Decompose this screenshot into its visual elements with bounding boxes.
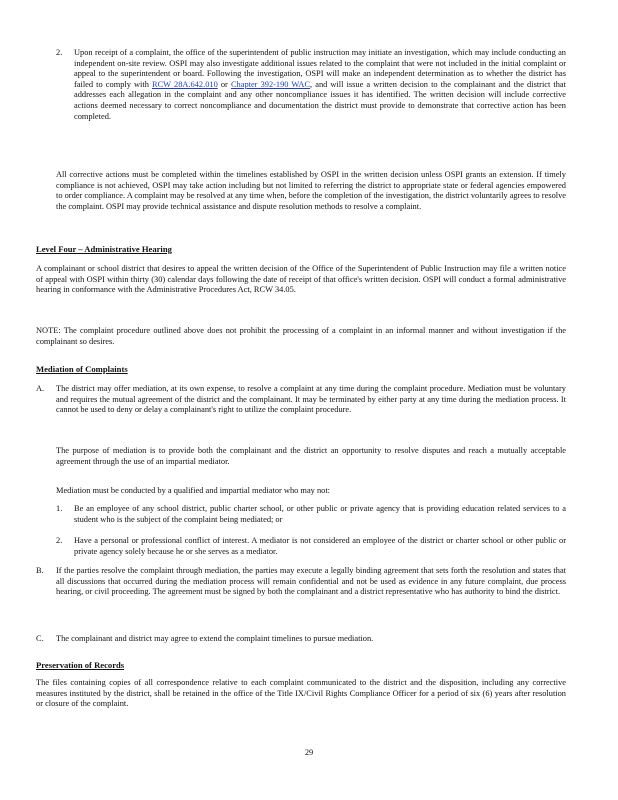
corrective-actions-paragraph: All corrective actions must be completed within the timelines established by OSPI in the written decision unless OSPI grants an extension. If timely compliance is not achieved, OSPI may take action including but not limited to referring the district to appropriate state or federal agencies empowered to order compliance. A complaint may be resolved at any time when, before the completion of the investigation, the district voluntarily agrees to resolve the complaint. OSPI may provide technical assistance and dispute resolution methods to resolve a complaint.: [56, 170, 566, 211]
note-paragraph: NOTE: The complaint procedure outlined above does not prohibit the processing of a complaint in an informal manner and without investigation if the complainant so desires.: [36, 326, 566, 346]
level-four-paragraph: A complainant or school district that desires to appeal the written decision of the Office of the Superintendent of Public Instruction may file a written notice of appeal with OSPI within thirty (30) calendar days following the date of receipt of that office's written decision. OSPI will conduct a formal administrative hearing in conformance with the Administrative Procedures Act, RCW 34.05.: [36, 264, 566, 295]
records-heading: Preservation of Records: [36, 660, 125, 670]
item-2-paragraph: [74, 48, 566, 122]
records-paragraph: The files containing copies of all correspondence relative to each complaint communicated to the district and the disposition, including any corrective measures instituted by the district, shall be retained in the office of the Title IX/Civil Rights Compliance Officer for a period of six (6) years after resolution or closure of the complaint.: [36, 678, 566, 709]
mediator-criteria-2-text: Have a personal or professional conflict of interest. A mediator is not considered an employee of the district or charter school or other public or private agency solely because he or she serves as a mediator.: [74, 536, 566, 556]
mediation-heading: Mediation of Complaints: [36, 364, 128, 374]
item-2-text-b: or: [217, 79, 231, 89]
mediation-a-marker: A.: [36, 384, 45, 393]
item-2-text-c: , and will issue a written decision to the complainant and the district that addresses each allegation in the complaint and any other noncompliance issues it has identified. The written decision will include corrective actions deemed necessary to correct noncompliance and documentation the district must provide to demonstrate that corrective action has been completed.: [74, 79, 566, 121]
mediation-conducted-paragraph: Mediation must be conducted by a qualified and impartial mediator who may not:: [56, 486, 330, 495]
mediator-criteria-1-text: Be an employee of any school district, public charter school, or other public or private agency that is providing education related services to a student who is the subject of the complaint being mediated; or: [74, 504, 566, 524]
mediation-b-paragraph: If the parties resolve the complaint through mediation, the parties may execute a legally binding agreement that sets forth the resolution and states that all discussions that occurred during the mediation process will remain confidential and not be used as evidence in any future complaint, due process hearing, or civil proceeding. The agreement must be signed by both the complainant and a district representative who has authority to bind the district.: [56, 566, 566, 597]
item-2-text-a: Upon receipt of a complaint, the office of the superintendent of public instruction may initiate an investigation, which may include conducting an independent on-site review. OSPI may also investigate additional issues related to the complaint that were not included in the initial complaint or appeal to the superintendent or board. Following the investigation, OSPI will make an independent determination as to whether the district has failed to comply with: [74, 48, 566, 89]
mediation-c-paragraph: The complainant and district may agree to extend the complaint timelines to pursue mediation.: [56, 634, 374, 643]
mediator-criteria-2-marker: 2.: [56, 536, 63, 545]
chapter-392-190-wac-link[interactable]: Chapter 392-190 WAC: [230, 79, 311, 89]
mediation-c-marker: C.: [36, 634, 44, 643]
page-number: 29: [304, 748, 314, 757]
level-four-heading: Level Four – Administrative Hearing: [36, 244, 172, 254]
mediator-criteria-1-marker: 1.: [56, 504, 63, 513]
item-2-marker: 2.: [56, 48, 63, 57]
rcw-28a-642-010-link[interactable]: RCW 28A.642.010: [152, 79, 218, 89]
mediation-a-paragraph: The district may offer mediation, at its own expense, to resolve a complaint at any time during the complaint procedure. Mediation must be voluntary and requires the mutual agreement of the district and the complainant. It may be terminated by either party at any time during the mediation process. It cannot be used to deny or delay a complainant's right to utilize the complaint procedure.: [56, 384, 566, 415]
mediation-b-marker: B.: [36, 566, 44, 575]
mediation-purpose-paragraph: The purpose of mediation is to provide both the complainant and the district an opportunity to resolve disputes and reach a mutually acceptable agreement through the use of an impartial mediator.: [56, 446, 566, 466]
